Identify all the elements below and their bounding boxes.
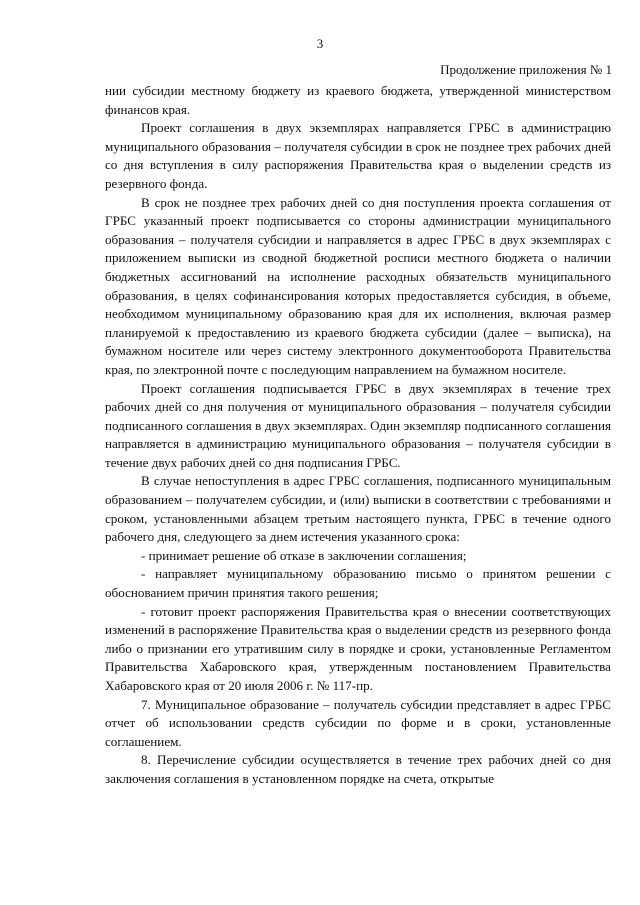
paragraph-numbered: 8. Перечисление субсидии осуществляется в течение трех рабочих дней со дня заключения соглашения в установленном порядке на счета, открытые [105, 752, 611, 786]
list-item: - готовит проект распоряжения Правительства края о внесении соответствующих изменений в распоряжение Правительства края о выделении средств из резервного фонда либо о признании его утратившим силу в порядке и сроки, установленные Регламентом Правительства Хабаровского края, утвержденным постановлением Правительства Хабаровского края от 20 июля 2006 г. № 117-пр. [105, 603, 611, 693]
paragraph-numbered: 7. Муниципальное образование – получатель субсидии представляет в адрес ГРБС отчет об использовании средств субсидии по форме и в сроки, установленные соглашением. [105, 696, 611, 749]
list-item: - принимает решение об отказе в заключении соглашения; [141, 547, 467, 563]
paragraph: Проект соглашения подписывается ГРБС в двух экземплярах в течение трех рабочих дней со дня получения от муниципального образования – получателя субсидии подписанного соглашения в двух экземплярах. Один экземпляр подписанного соглашения направляется в администрацию муниципального образования – получателя субсидии в течение двух рабочих дней со дня подписания ГРБС. [105, 380, 611, 470]
paragraph: В случае непоступления в адрес ГРБС соглашения, подписанного муниципальным образованием – получателем субсидии, и (или) выписки в соответствии с требованиями и сроком, установленными абзацем третьим настоящего пункта, ГРБС в течение одного рабочего дня, следующего за днем истечения указанного срока: [105, 473, 611, 545]
paragraph: В срок не позднее трех рабочих дней со дня поступления проекта соглашения от ГРБС указанный проект подписывается со стороны администрации муниципального образования – получателя субсидии и направляется в адрес ГРБС в двух экземплярах с приложением выписки из сводной бюджетной росписи местного бюджета о наличии бюджетных ассигнований на исполнение расходных обязательств муниципального образования, в целях софинансирования которых предоставляется субсидия, в объеме, необходимом муниципальному образованию края для их исполнения, включая размер планируемой к предоставлению из краевого бюджета субсидии (далее – выписка), на бумажном носителе или через систему электронного документооборота Правительства края, по электронной почте с последующим направлением на бумажном носителе. [105, 194, 611, 377]
list-item: - направляет муниципальному образованию письмо о принятом решении с обоснованием причин принятия такого решения; [105, 566, 611, 601]
paragraph: Проект соглашения в двух экземплярах направляется ГРБС в администрацию муниципального образования – получателя субсидии в срок не позднее трех рабочих дней со дня вступления в силу распоряжения Правительства края о выделении средств из резервного фонда. [105, 120, 611, 191]
document-body [105, 82, 611, 789]
paragraph-continued: нии субсидии местному бюджету из краевого бюджета, утвержденной министерством финансов края. [105, 83, 611, 117]
page-number: 3 [316, 36, 324, 51]
appendix-continuation-label: Продолжение приложения № 1 [440, 62, 612, 77]
